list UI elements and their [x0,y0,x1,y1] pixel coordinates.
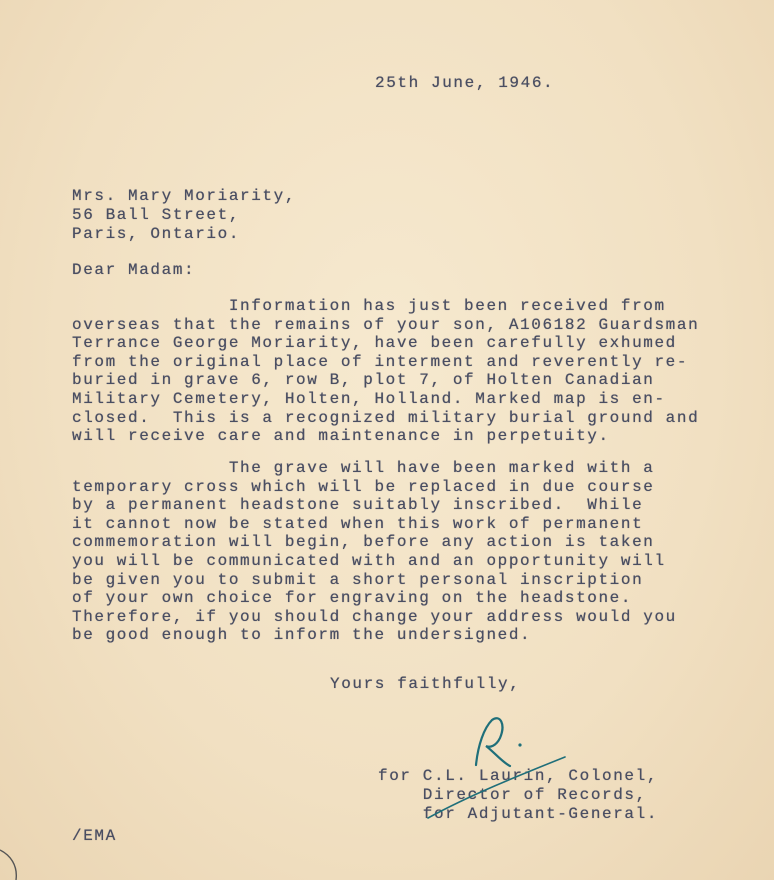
closing: Yours faithfully, [330,675,521,693]
text-line: commemoration will begin, before any action is taken [72,533,655,552]
address-line: Mrs. Mary Moriarity, [72,187,297,205]
text-line: of your own choice for engraving on the headstone. [72,589,633,608]
signature-line: for Adjutant-General. [378,805,659,823]
typist-reference: /EMA [72,827,117,845]
salutation: Dear Madam: [72,261,196,279]
text-line: buried in grave 6, row B, plot 7, of Holten Canadian [72,371,655,390]
signature-line: Director of Records, [378,786,647,804]
address-line: 56 Ball Street, [72,206,241,224]
text-line: by a permanent headstone suitably inscribed. While [72,496,644,515]
text-line: overseas that the remains of your son, A106182 Guardsman [72,315,700,334]
text-line: closed. This is a recognized military burial ground and [72,408,700,427]
text-line: Military Cemetery, Holten, Holland. Marked map is en- [72,389,666,408]
text-line: it cannot now be stated when this work of permanent [72,514,644,533]
letter-date: 25th June, 1946. [375,74,555,92]
text-line: Terrance George Moriarity, have been carefully exhumed [72,334,677,353]
edge-mark [0,850,16,880]
text-line: from the original place of interment and reverently re- [72,352,689,371]
text-line: be given you to submit a short personal inscription [72,570,644,589]
text-line: will receive care and maintenance in perpetuity. [72,427,610,446]
address-line: Paris, Ontario. [72,225,241,243]
text-line: temporary cross which will be replaced in due course [72,477,655,496]
text-line: be good enough to inform the undersigned. [72,626,532,645]
text-line: you will be communicated with and an opportunity will [72,551,666,570]
text-line: Information has just been received from [72,297,666,315]
text-line: Therefore, if you should change your address would you [72,607,677,626]
signature-line: for C.L. Laurin, Colonel, [378,767,659,785]
text-line: The grave will have been marked with a [72,459,655,477]
